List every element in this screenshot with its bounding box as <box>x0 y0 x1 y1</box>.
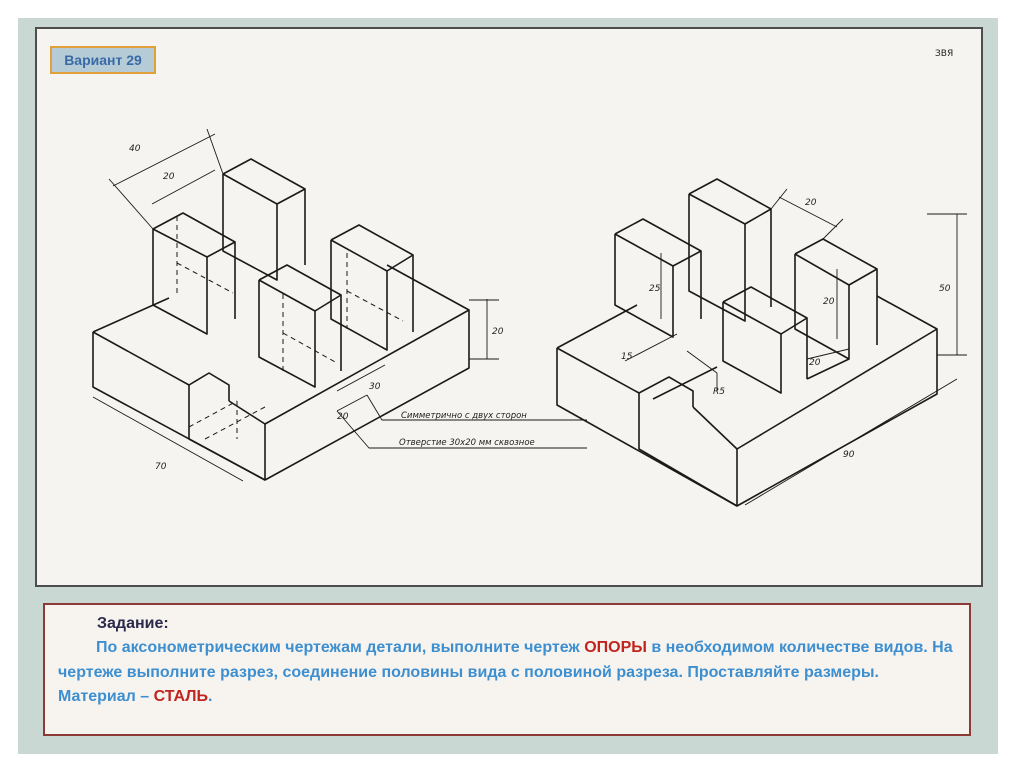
svg-text:R5: R5 <box>713 387 725 397</box>
drawing-notes <box>399 411 535 448</box>
note-hole: Отверстие 30х20 мм сквозное <box>399 438 535 448</box>
slide <box>18 18 998 754</box>
svg-text:20: 20 <box>809 358 821 368</box>
variant-badge: Вариант 29 <box>50 46 156 74</box>
task-text: По аксонометрическим чертежам детали, выполните чертеж ОПОРЫ в необходимом количестве видов. На чертеже выполните разрез, соединение половины вида с половиной разреза. Проставляйте размеры. Материал – СТАЛЬ. <box>58 639 953 705</box>
svg-text:20: 20 <box>492 327 504 337</box>
note-symmetric: Симметрично с двух сторон <box>401 411 527 421</box>
svg-text:20: 20 <box>163 172 175 182</box>
drawing-sheet <box>35 27 983 587</box>
svg-text:70: 70 <box>155 462 167 472</box>
svg-text:25: 25 <box>649 284 661 294</box>
left-part-dimensions <box>129 144 504 472</box>
task-title: Задание: <box>97 615 169 632</box>
svg-text:40: 40 <box>129 144 141 154</box>
svg-text:20: 20 <box>337 412 349 422</box>
highlight-part-name: ОПОРЫ <box>584 639 647 656</box>
svg-text:50: 50 <box>939 284 951 294</box>
svg-text:20: 20 <box>805 198 817 208</box>
corner-code: ЗВЯ <box>935 49 954 59</box>
svg-text:20: 20 <box>823 297 835 307</box>
svg-text:90: 90 <box>843 450 855 460</box>
right-part-dimensions <box>621 198 951 460</box>
task-box <box>43 603 971 736</box>
right-part-dimension-lines <box>625 189 967 505</box>
highlight-material: СТАЛЬ <box>153 688 209 705</box>
isometric-drawings <box>37 29 985 589</box>
right-part-drawing <box>557 179 937 506</box>
svg-text:15: 15 <box>621 352 633 362</box>
svg-text:30: 30 <box>369 382 381 392</box>
